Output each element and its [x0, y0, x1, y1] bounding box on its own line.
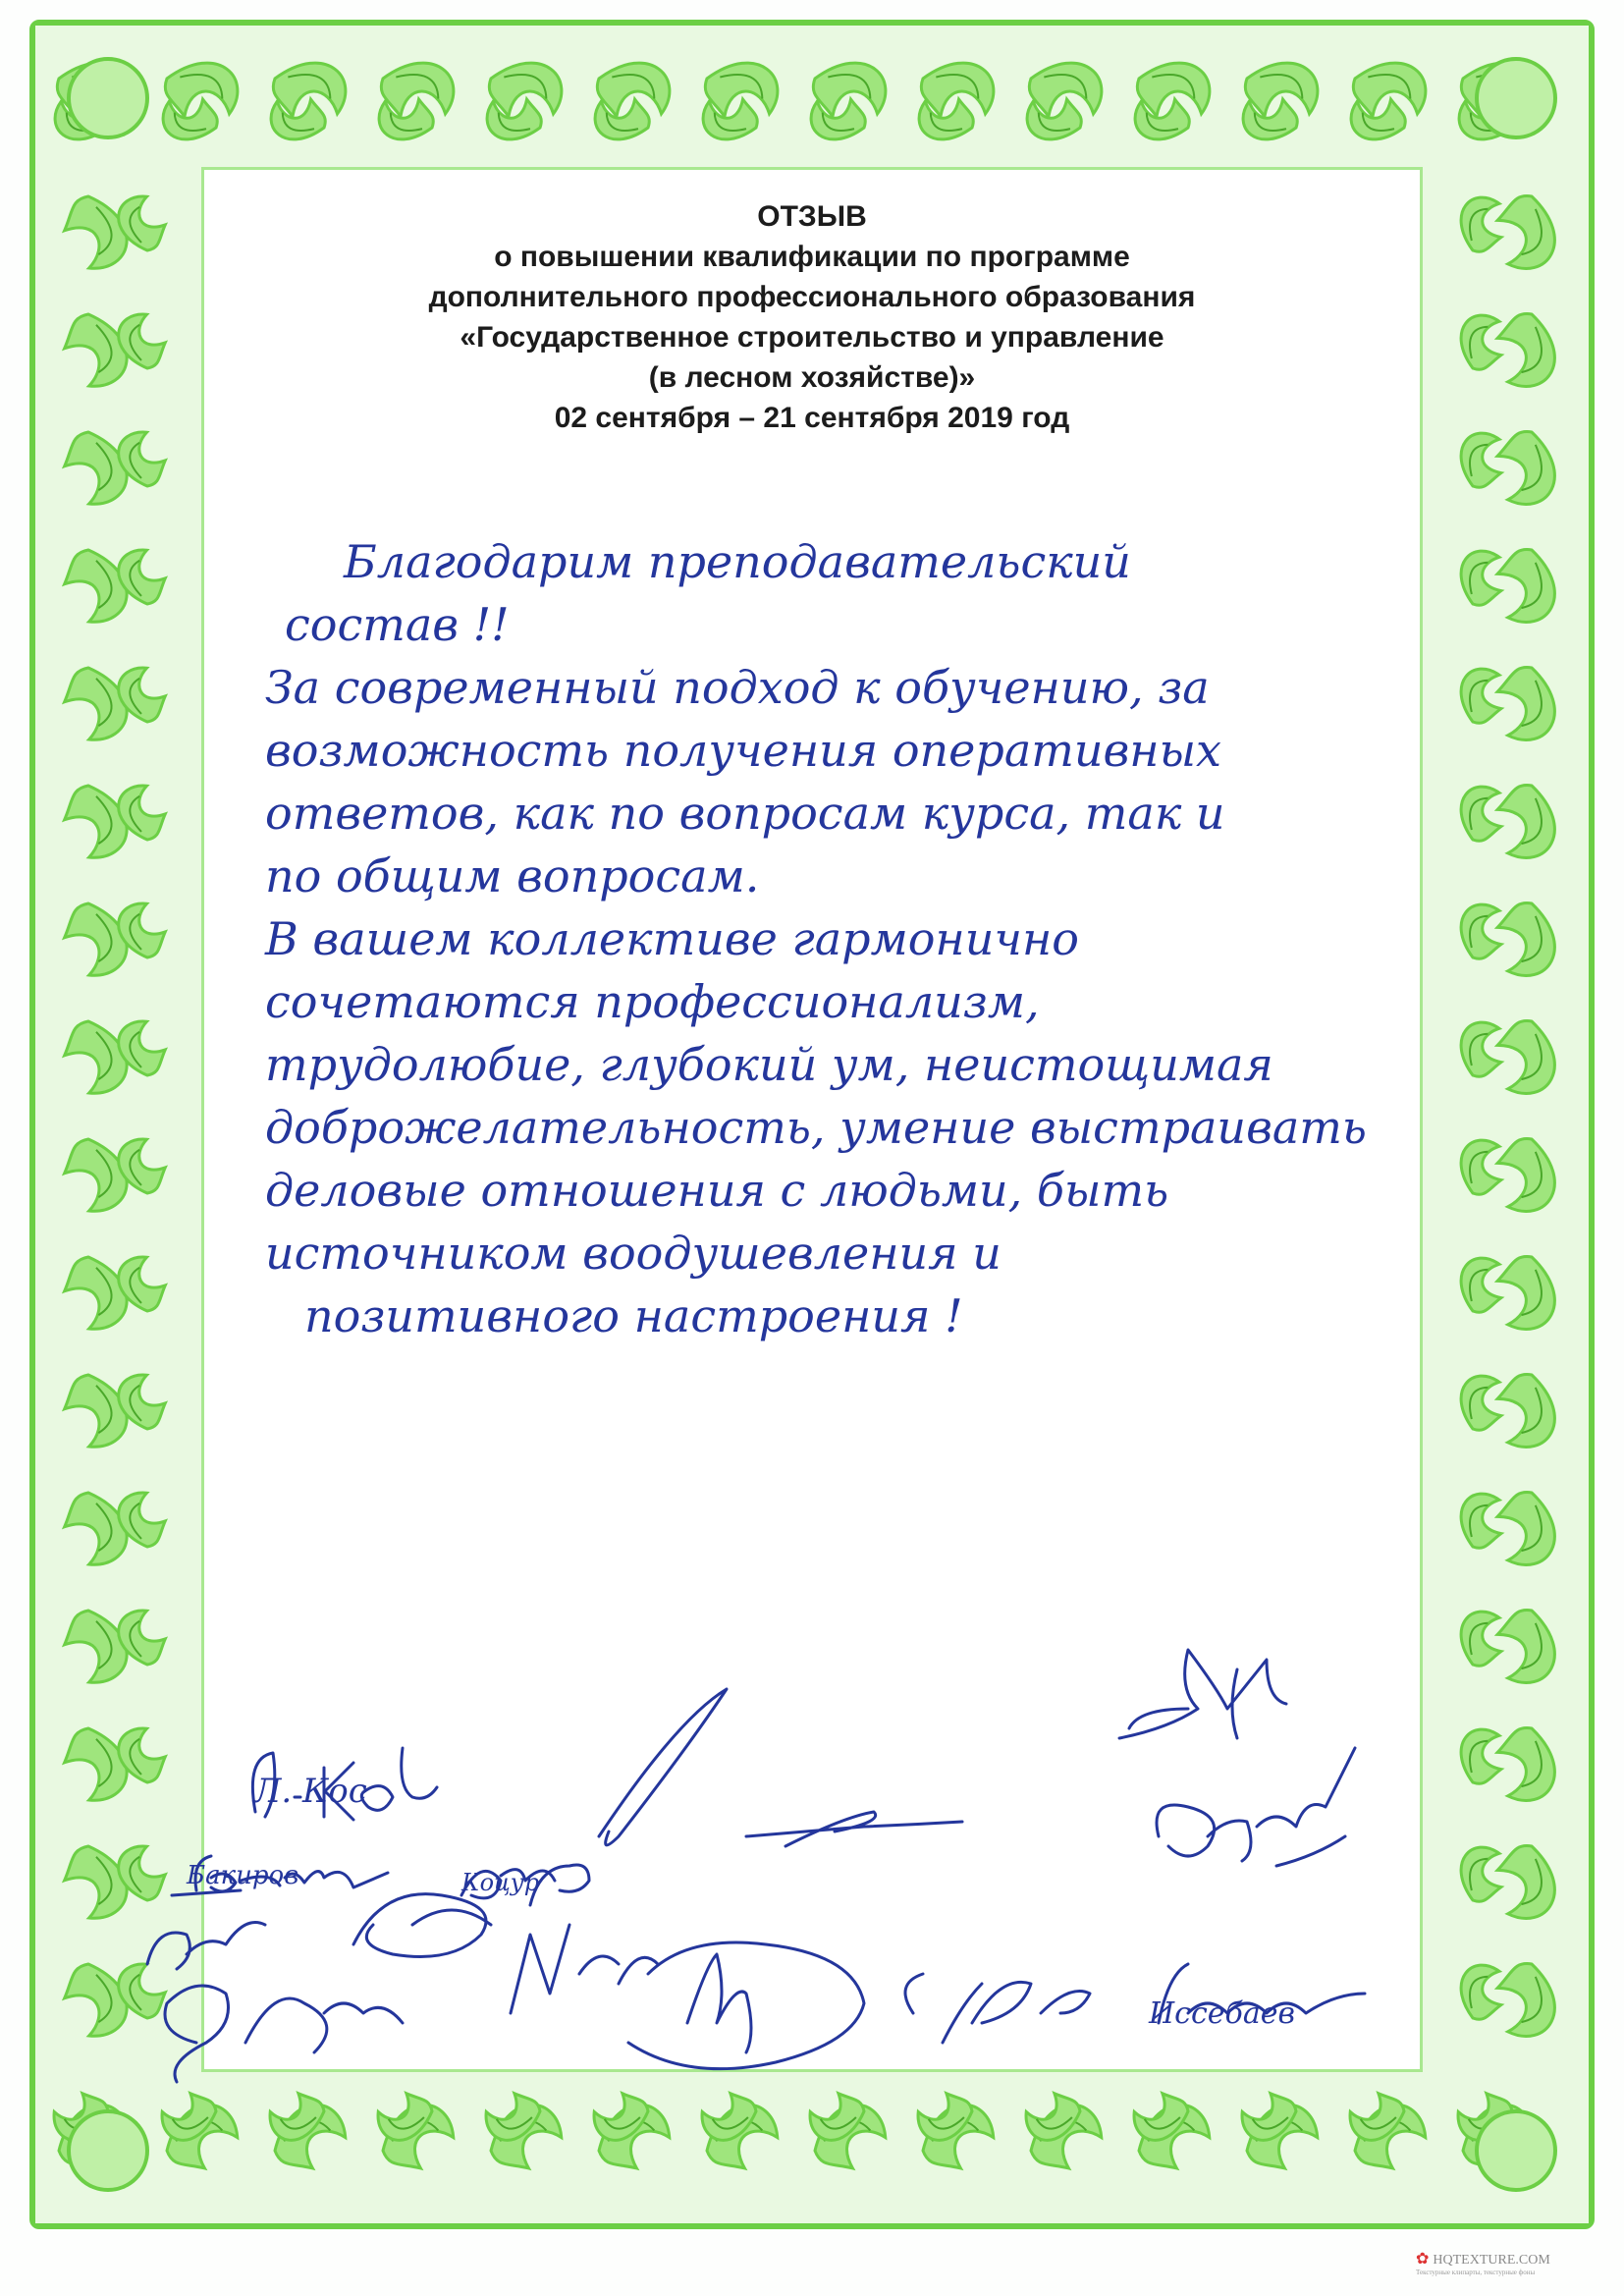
signature — [628, 1942, 864, 2069]
handwritten-line: доброжелательность, умение выстраивать — [265, 1101, 1367, 1154]
document-title: ОТЗЫВ — [757, 200, 867, 233]
handwritten-line: деловые отношения с людьми, быть — [265, 1164, 1169, 1217]
signature — [746, 1812, 962, 1846]
signature — [1157, 1748, 1355, 1866]
watermark — [1416, 2249, 1550, 2276]
handwritten-line: ответов, как по вопросам курса, так и — [265, 787, 1225, 840]
watermark-text: HQTEXTURE.COM — [1433, 2253, 1550, 2268]
subtitle-line: 02 сентября – 21 сентября 2019 год — [554, 402, 1070, 434]
subtitle-line: дополнительного профессионального образования — [428, 281, 1196, 313]
handwritten-line: Благодарим преподавательский — [344, 535, 1131, 588]
signature — [905, 1974, 1090, 2043]
signature-label: Иссебаев — [1149, 1996, 1295, 2031]
handwritten-line: сочетаются профессионализм, — [265, 975, 1040, 1028]
handwritten-line: возможность получения оперативных — [265, 724, 1221, 777]
signature — [147, 1923, 403, 2083]
signature — [511, 1925, 658, 2013]
subtitle-line: (в лесном хозяйстве)» — [648, 361, 976, 394]
signature-label: Коцур — [461, 1869, 540, 1896]
watermark-logo-icon: ✿ — [1416, 2251, 1430, 2268]
signature — [353, 1894, 491, 1957]
signature — [1119, 1650, 1286, 1738]
signature-label: Бакиров — [187, 1861, 299, 1890]
handwritten-line: За современный подход к обучению, за — [265, 661, 1210, 714]
signature-label: Л. Кос — [253, 1772, 367, 1811]
subtitle-line: о повышении квалификации по программе — [494, 241, 1130, 273]
handwritten-line: трудолюбие, глубокий ум, неистощимая — [265, 1038, 1273, 1091]
handwritten-line: по общим вопросам. — [265, 849, 760, 902]
handwritten-line: позитивного настроения ! — [304, 1289, 963, 1342]
handwritten-line: состав !! — [285, 598, 510, 651]
subtitle-line: «Государственное строительство и управление — [460, 321, 1164, 354]
watermark-subtext: Текстурные клипарты, текстурные фоны — [1416, 2269, 1536, 2276]
handwritten-line: В вашем коллективе гармонично — [265, 912, 1079, 965]
handwritten-line: источником воодушевления и — [265, 1227, 1001, 1280]
